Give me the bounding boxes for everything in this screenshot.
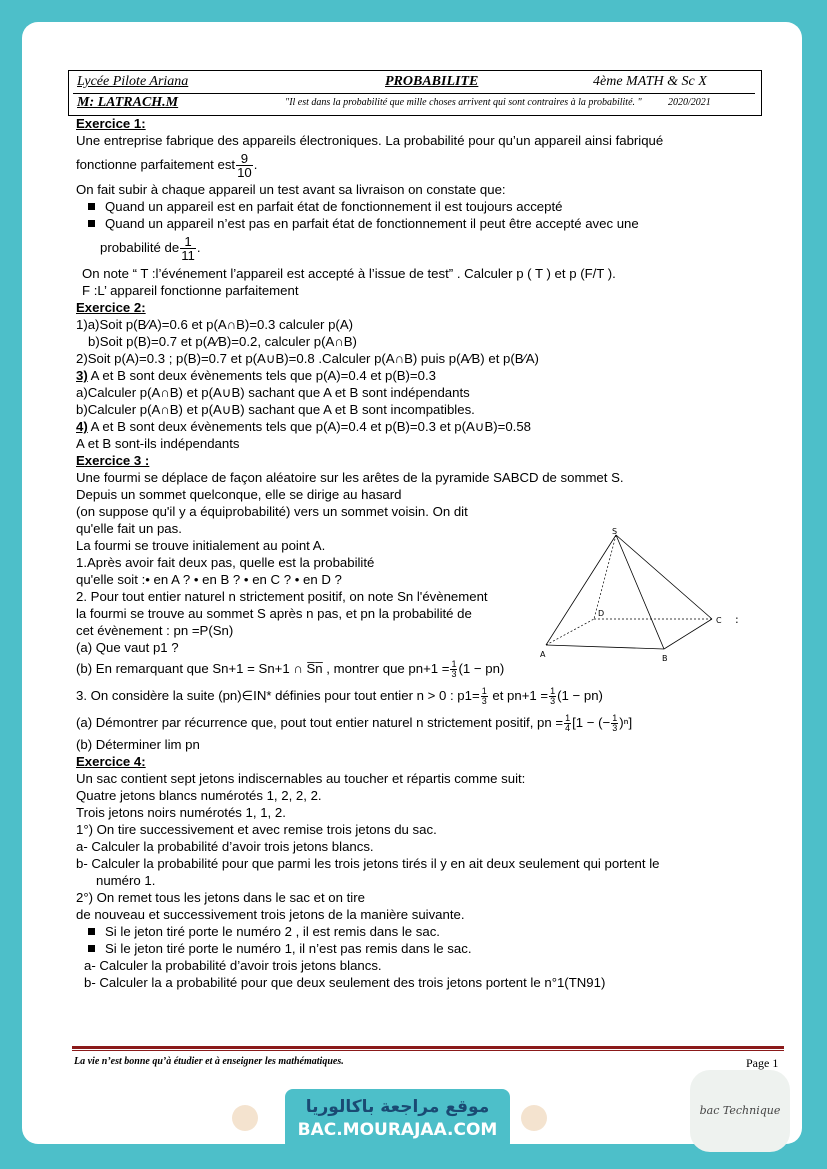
ex4-line: b- Calculer la a probabilité pour que deux seulement des trois jetons portent le n°1(TN91): [84, 975, 606, 991]
fraction: $\frac{1}{3}$: [481, 686, 487, 707]
ex4-line: 2°) On remet tous les jetons dans le sac et on tire: [76, 890, 365, 906]
ex2-line: A et B sont-ils indépendants: [76, 436, 240, 451]
ex3-line: (b) Déterminer lim pn: [76, 737, 200, 753]
footer-rule-thin: [72, 1050, 784, 1051]
ex3-line: Depuis un sommet quelconque, elle se dirige au hasard: [76, 487, 402, 502]
ex4-line: a- Calculer la probabilité d’avoir trois jetons blancs.: [76, 839, 374, 855]
fraction: $\frac{1}{3}$: [451, 659, 457, 680]
vertex-label-s: S: [612, 527, 618, 536]
site-url[interactable]: BAC.MOURAJAA.COM: [297, 1120, 498, 1140]
fraction: $\frac{1}{3}$: [612, 713, 618, 734]
fraction: $\frac{9}{10}$: [237, 151, 252, 180]
ex3-line: 2. Pour tout entier naturel n strictement positif, on note Sn l'évènement: [76, 589, 488, 604]
ex4-line: Un sac contient sept jetons indiscernables au toucher et répartis comme suit:: [76, 771, 526, 787]
ex1-line: F :L’ appareil fonctionne parfaitement: [82, 283, 299, 298]
ex3-line: La fourmi se trouve initialement au point A.: [76, 538, 326, 553]
square-bullet-icon: [88, 945, 95, 952]
ex4-line: 1°) On tire successivement et avec remise trois jetons du sac.: [76, 822, 437, 838]
ex1-line: Une entreprise fabrique des appareils électroniques. La probabilité pour qu’un appareil ainsi fabriqué: [76, 133, 664, 148]
bullet-item: Quand un appareil n’est pas en parfait état de fonctionnement il peut être accepté avec une: [76, 215, 766, 232]
ex2-line: 2)Soit p(A)=0.3 ; p(B)=0.7 et p(A∪B)=0.8 .Calculer p(A∩B) puis p(A∕B) et p(B∕A): [76, 351, 539, 366]
footer-motto: La vie n’est bonne qu’à étudier et à enseigner les mathématiques.: [74, 1056, 344, 1067]
ex1-line: probabilité de $\frac{1}{11}$ .: [100, 234, 201, 263]
logo-right-icon: [521, 1105, 547, 1131]
ex2-line: b)Soit p(B)=0.7 et p(A∕B)=0.2, calculer p(A∩B): [88, 334, 357, 349]
ex3-line: Une fourmi se déplace de façon aléatoire sur les arêtes de la pyramide SABCD de sommet S.: [76, 470, 624, 485]
ex3-line: 1.Après avoir fait deux pas, quelle est la probabilité: [76, 555, 375, 570]
pyramid-figure: [532, 527, 772, 682]
ex3-line: (a) Démontrer par récurrence que, pout tout entier naturel n strictement positif, pn = $\frac{1}{4}$ [1 − (− $\frac{1}{3}$ )ⁿ]: [76, 713, 633, 734]
square-bullet-icon: [88, 928, 95, 935]
exercise-2-title: Exercice 2:: [76, 300, 146, 315]
footer-rule: [72, 1046, 784, 1049]
ex3-line: 3. On considère la suite (pn)∈IN* définies pour tout entier n > 0 : p1= $\frac{1}{3}$ et pn+1 = $\frac{1}{3}$ (1 − pn): [76, 686, 603, 707]
logo-left-icon: [232, 1105, 258, 1131]
ex2-line: a)Calculer p(A∩B) et p(A∪B) sachant que A et B sont indépendants: [76, 385, 470, 400]
vertex-label-d: D: [598, 609, 605, 618]
page-number: Page 1: [746, 1056, 779, 1070]
vertex-label-c: C: [716, 616, 722, 625]
figure-colon: :: [735, 613, 739, 626]
bullet-item: Si le jeton tiré porte le numéro 2 , il est remis dans le sac.: [76, 923, 766, 940]
vertex-label-a: A: [540, 650, 546, 659]
fraction: $\frac{1}{4}$: [565, 713, 571, 734]
fraction: $\frac{1}{11}$: [181, 234, 195, 263]
ex2-line: b)Calculer p(A∩B) et p(A∪B) sachant que A et B sont incompatibles.: [76, 402, 475, 417]
bullet-item: Quand un appareil est en parfait état de fonctionnement il est toujours accepté: [76, 198, 766, 215]
ex2-line: 1)a)Soit p(B∕A)=0.6 et p(A∩B)=0.3 calculer p(A): [76, 317, 354, 332]
ex4-line: Trois jetons noirs numérotés 1, 1, 2.: [76, 805, 286, 821]
document-title: PROBABILITE: [385, 74, 479, 89]
square-bullet-icon: [88, 220, 95, 227]
school-name: Lycée Pilote Ariana: [77, 74, 189, 89]
site-banner[interactable]: [285, 1089, 510, 1151]
ex4-line: numéro 1.: [96, 873, 156, 889]
ex3-line: la fourmi se trouve au sommet S après n pas, et pn la probabilité de: [76, 606, 472, 621]
bac-technique-badge: bac Technique: [690, 1070, 790, 1152]
edge-sc: [616, 535, 712, 619]
ex3-line: (a) Que vaut p1 ?: [76, 640, 179, 655]
exercise-4-title: Exercice 4:: [76, 754, 146, 770]
exercise-3-title: Exercice 3 :: [76, 453, 150, 468]
ex1-line: On fait subir à chaque appareil un test avant sa livraison on constate que:: [76, 182, 506, 197]
ex3-line: (on suppose qu'il y a équiprobabilité) vers un sommet voisin. On dit: [76, 504, 468, 519]
school-year: 2020/2021: [668, 97, 711, 108]
edge-sb: [616, 535, 664, 649]
ex4-line: de nouveau et successivement trois jetons de la manière suivante.: [76, 907, 465, 923]
vertex-label-b: B: [662, 654, 668, 663]
edge-sd: [594, 535, 616, 619]
edge-ad: [546, 619, 594, 645]
ex1-line: On note “ T :l’événement l’appareil est accepté à l’issue de test” . Calculer p ( T ) et p (F/T ).: [82, 266, 616, 281]
edge-sa: [546, 535, 616, 645]
fraction: $\frac{1}{3}$: [550, 686, 556, 707]
bullet-item: Si le jeton tiré porte le numéro 1, il n’est pas remis dans le sac.: [76, 940, 766, 957]
document-page: [22, 22, 802, 1144]
ex2-line: 4) A et B sont deux évènements tels que p(A)=0.4 et p(B)=0.3 et p(A∪B)=0.58: [76, 419, 532, 434]
ex3-line: qu'elle soit :• en A ? • en B ? • en C ? • en D ?: [76, 572, 342, 587]
ex2-line: 3) A et B sont deux évènements tels que p(A)=0.4 et p(B)=0.3: [76, 368, 436, 383]
ex4-line: Quatre jetons blancs numérotés 1, 2, 2, 2.: [76, 788, 322, 804]
header-quote: "Il est dans la probabilité que mille choses arrivent qui sont contraires à la probabilité. ": [285, 97, 642, 108]
ex4-line: b- Calculer la probabilité pour que parmi les trois jetons tirés il y en ait deux seulement qui portent le: [76, 856, 660, 872]
teacher-name: M: LATRACH.M: [77, 95, 179, 110]
edge-ab: [546, 645, 664, 649]
class-label: 4ème MATH & Sc X: [593, 74, 707, 89]
site-name-arabic: موقع مراجعة باكالوريا: [305, 1097, 490, 1117]
ex4-line: a- Calculer la probabilité d’avoir trois jetons blancs.: [84, 958, 382, 974]
edge-bc: [664, 619, 712, 649]
ex3-line: cet évènement : pn =P(Sn): [76, 623, 234, 638]
square-bullet-icon: [88, 203, 95, 210]
ex1-line: fonctionne parfaitement est $\frac{9}{10}$ .: [76, 151, 258, 180]
header-box: [68, 70, 762, 116]
exercise-1-title: Exercice 1:: [76, 116, 146, 131]
ex3-line: (b) En remarquant que Sn+1 = Sn+1 ∩ S̅n̅ , montrer que pn+1 = $\frac{1}{3}$ (1 − pn): [76, 659, 505, 680]
ex3-line: qu'elle fait un pas.: [76, 521, 182, 536]
